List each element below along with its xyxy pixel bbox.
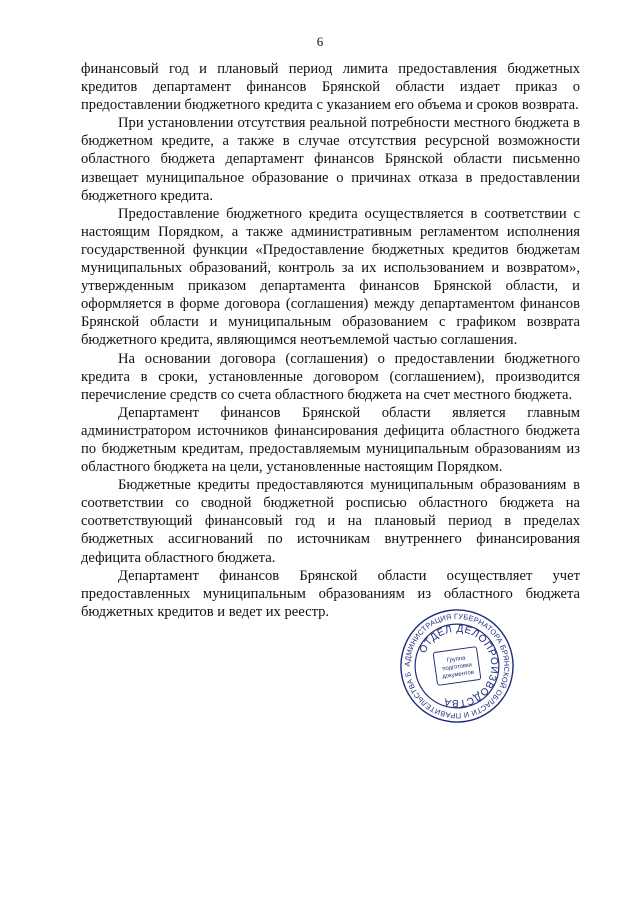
stamp-center-line-1: Группа (446, 655, 466, 665)
paragraph-2: При установлении отсутствия реальной потребности местного бюджета в бюджетном кредите, а также в случае отсутствия ресурсной возможности областного бюджета департамент финансов Брянской области письменно извещает муниципальное образование о причинах отказа в предоставлении бюджетного кредита. (81, 115, 580, 204)
paragraph-3: Предоставление бюджетного кредита осуществляется в соответствии с настоящим Порядком, а также административным регламентом исполнения государственной функции «Предоставление бюджетных кредитов бюджетам муниципальных образований, контроль за их использованием и возвратом», утвержденным приказом департамента финансов Брянской области, и оформляется в форме договора (соглашения) между департаментом финансов Брянской области и муниципальным образованием с графиком возврата бюджетного кредита, являющимся неотъемлемой частью соглашения. (81, 205, 580, 349)
paragraph-6: Бюджетные кредиты предоставляются муниципальным образованиям в соответствии со сводной бюджетной росписью областного бюджета на соответствующий финансовый год и на плановый период в пределах бюджетных ассигнований по источникам внутреннего финансирования дефицита областного бюджета. (81, 477, 580, 566)
stamp-center-line-2: подготовки (442, 662, 473, 673)
paragraph-7: Департамент финансов Брянской области осуществляет учет предоставленных муниципальным образованиям из областного бюджета бюджетных кредитов и ведет их реестр. (81, 567, 580, 620)
stamp-center-line-3: документов (442, 669, 475, 681)
paragraph-5: Департамент финансов Брянской области является главным администратором источников финансирования дефицита областного бюджета по бюджетным кредитам, предоставляемым муниципальным образованиям из областного бюджета на цели, установленные настоящим Порядком. (81, 404, 580, 476)
stamp-inner-text: ОТДЕЛ ДЕЛОПРОИЗВОДСТВА (417, 623, 500, 709)
paragraph-1: финансовый год и плановый период лимита предоставления бюджетных кредитов департамент финансов Брянской области издает приказ о предоставлении бюджетного кредита с указанием его объема и сроков возврата. (81, 61, 580, 114)
stamp-outer-text: АДМИНИСТРАЦИЯ ГУБЕРНАТОРА БРЯНСКОЙ ОБЛАСТИ И ПРАВИТЕЛЬСТВА БРЯНСКОЙ (402, 611, 512, 721)
document-body (81, 60, 580, 621)
page-number: 6 (316, 34, 324, 49)
paragraph-4: На основании договора (соглашения) о предоставлении бюджетного кредита в сроки, установленные договором (соглашением), производится перечисление средств со счета областного бюджета на счет местного бюджета. (81, 350, 580, 403)
official-stamp (398, 607, 516, 725)
